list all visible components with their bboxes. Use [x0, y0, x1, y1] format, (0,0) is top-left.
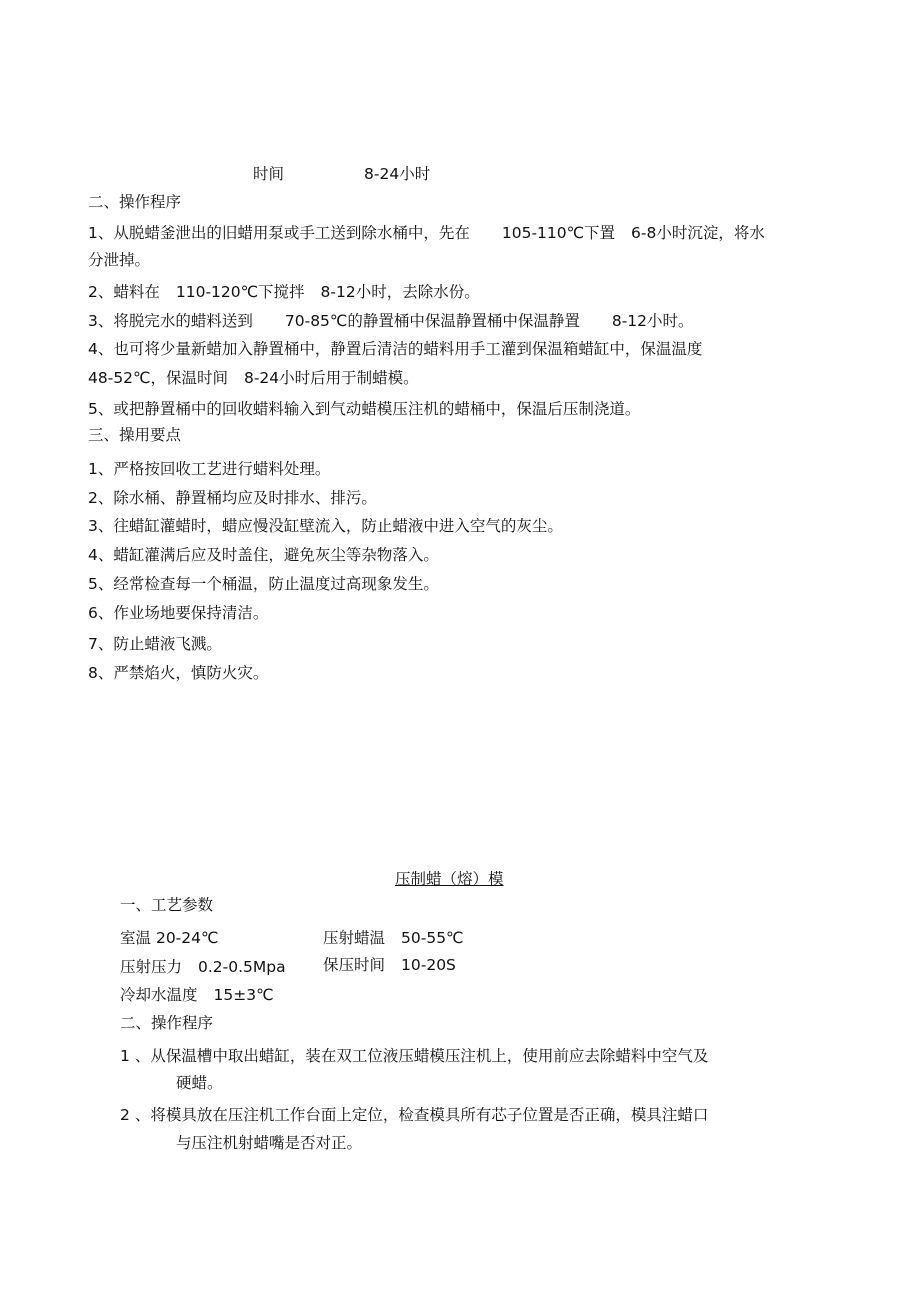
step-text: 8-24小时后用于制蜡模。 [243, 369, 419, 387]
step-text: 8-12小时。 [611, 312, 694, 330]
param-label: 室温 [120, 929, 152, 947]
point-7: 7、防止蜡液飞溅。 [88, 635, 222, 653]
time-line [253, 164, 430, 184]
step-5: 5、或把静置桶中的回收蜡料输入到气动蜡模压注机的蜡桶中，保温后压制浇道。 [88, 400, 641, 418]
param-shot-temp [323, 928, 463, 948]
step-text: 3、将脱完水的蜡料送到 [88, 312, 253, 330]
step-2-line1 [120, 1105, 708, 1125]
param-value: 10-20S [401, 956, 456, 974]
step-text: 、从保温槽中取出蜡缸，装在双工位液压蜡模压注机上，使用前应去除蜡料中空气及 [134, 1047, 709, 1065]
param-room-temp [120, 928, 218, 948]
param-label: 压射压力 [120, 958, 183, 976]
step-text: 6-8小时沉淀，将水 [631, 224, 765, 242]
page-title: 压制蜡（熔）模 [395, 870, 504, 888]
step-2 [88, 282, 480, 302]
point-8: 8、严禁焰火，慎防火灾。 [88, 664, 269, 682]
step-text: 、将模具放在压注机工作台面上定位，检查模具所有芯子位置是否正确，模具注蜡口 [134, 1106, 709, 1124]
param-value: 20-24℃ [155, 929, 219, 947]
point-5: 5、经常检查每一个桶温，防止温度过高现象发生。 [88, 575, 439, 593]
section-heading: 一、工艺参数 [120, 896, 214, 914]
time-label: 时间 [253, 165, 285, 183]
section-heading: 三、操用要点 [88, 426, 182, 444]
point-6: 6、作业场地要保持清洁。 [88, 604, 269, 622]
point-2: 2、除水桶、静置桶均应及时排水、排污。 [88, 489, 377, 507]
step-text: 105-110℃下置 [501, 224, 616, 242]
step-1-line1 [120, 1046, 708, 1066]
section-heading: 二、操作程序 [120, 1014, 214, 1032]
param-hold-time [323, 955, 456, 975]
point-1: 1、严格按回收工艺进行蜡料处理。 [88, 460, 331, 478]
step-2-line2: 与压注机射蜡嘴是否对正。 [176, 1134, 363, 1152]
param-value: 50-55℃ [401, 929, 464, 947]
step-number: 2 [120, 1106, 130, 1124]
param-label: 保压时间 [323, 956, 386, 974]
step-1-line2: 分泄掉。 [88, 251, 151, 269]
step-number: 1 [120, 1047, 130, 1065]
step-text: 110-120℃下搅拌 [175, 283, 305, 301]
section-heading: 二、操作程序 [88, 193, 182, 211]
step-4-line2 [88, 368, 419, 388]
step-text: 48-52℃，保温时间 [88, 369, 228, 387]
param-label: 压射蜡温 [323, 929, 386, 947]
step-text: 2、蜡料在 [88, 283, 160, 301]
step-4-line1: 4、也可将少量新蜡加入静置桶中，静置后清洁的蜡料用手工灌到保温箱蜡缸中，保温温度 [88, 340, 703, 358]
step-text: 8-12小时，去除水份。 [320, 283, 480, 301]
step-text: 70-85℃的静置桶中保温静置桶中保温静置 [284, 312, 580, 330]
param-cool-water [120, 985, 274, 1005]
param-shot-pressure [120, 957, 286, 977]
point-3: 3、往蜡缸灌蜡时，蜡应慢没缸壁流入，防止蜡液中进入空气的灰尘。 [88, 517, 563, 535]
param-value: 0.2-0.5Mpa [198, 958, 286, 976]
param-label: 冷却水温度 [120, 986, 198, 1004]
step-text: 1、从脱蜡釜泄出的旧蜡用泵或手工送到除水桶中，先在 [88, 224, 470, 242]
step-1-line2: 硬蜡。 [176, 1074, 223, 1092]
point-4: 4、蜡缸灌满后应及时盖住，避免灰尘等杂物落入。 [88, 546, 439, 564]
param-value: 15±3℃ [213, 986, 274, 1004]
step-1-line1 [88, 223, 765, 243]
step-3 [88, 311, 694, 331]
time-value: 8-24小时 [364, 165, 431, 183]
